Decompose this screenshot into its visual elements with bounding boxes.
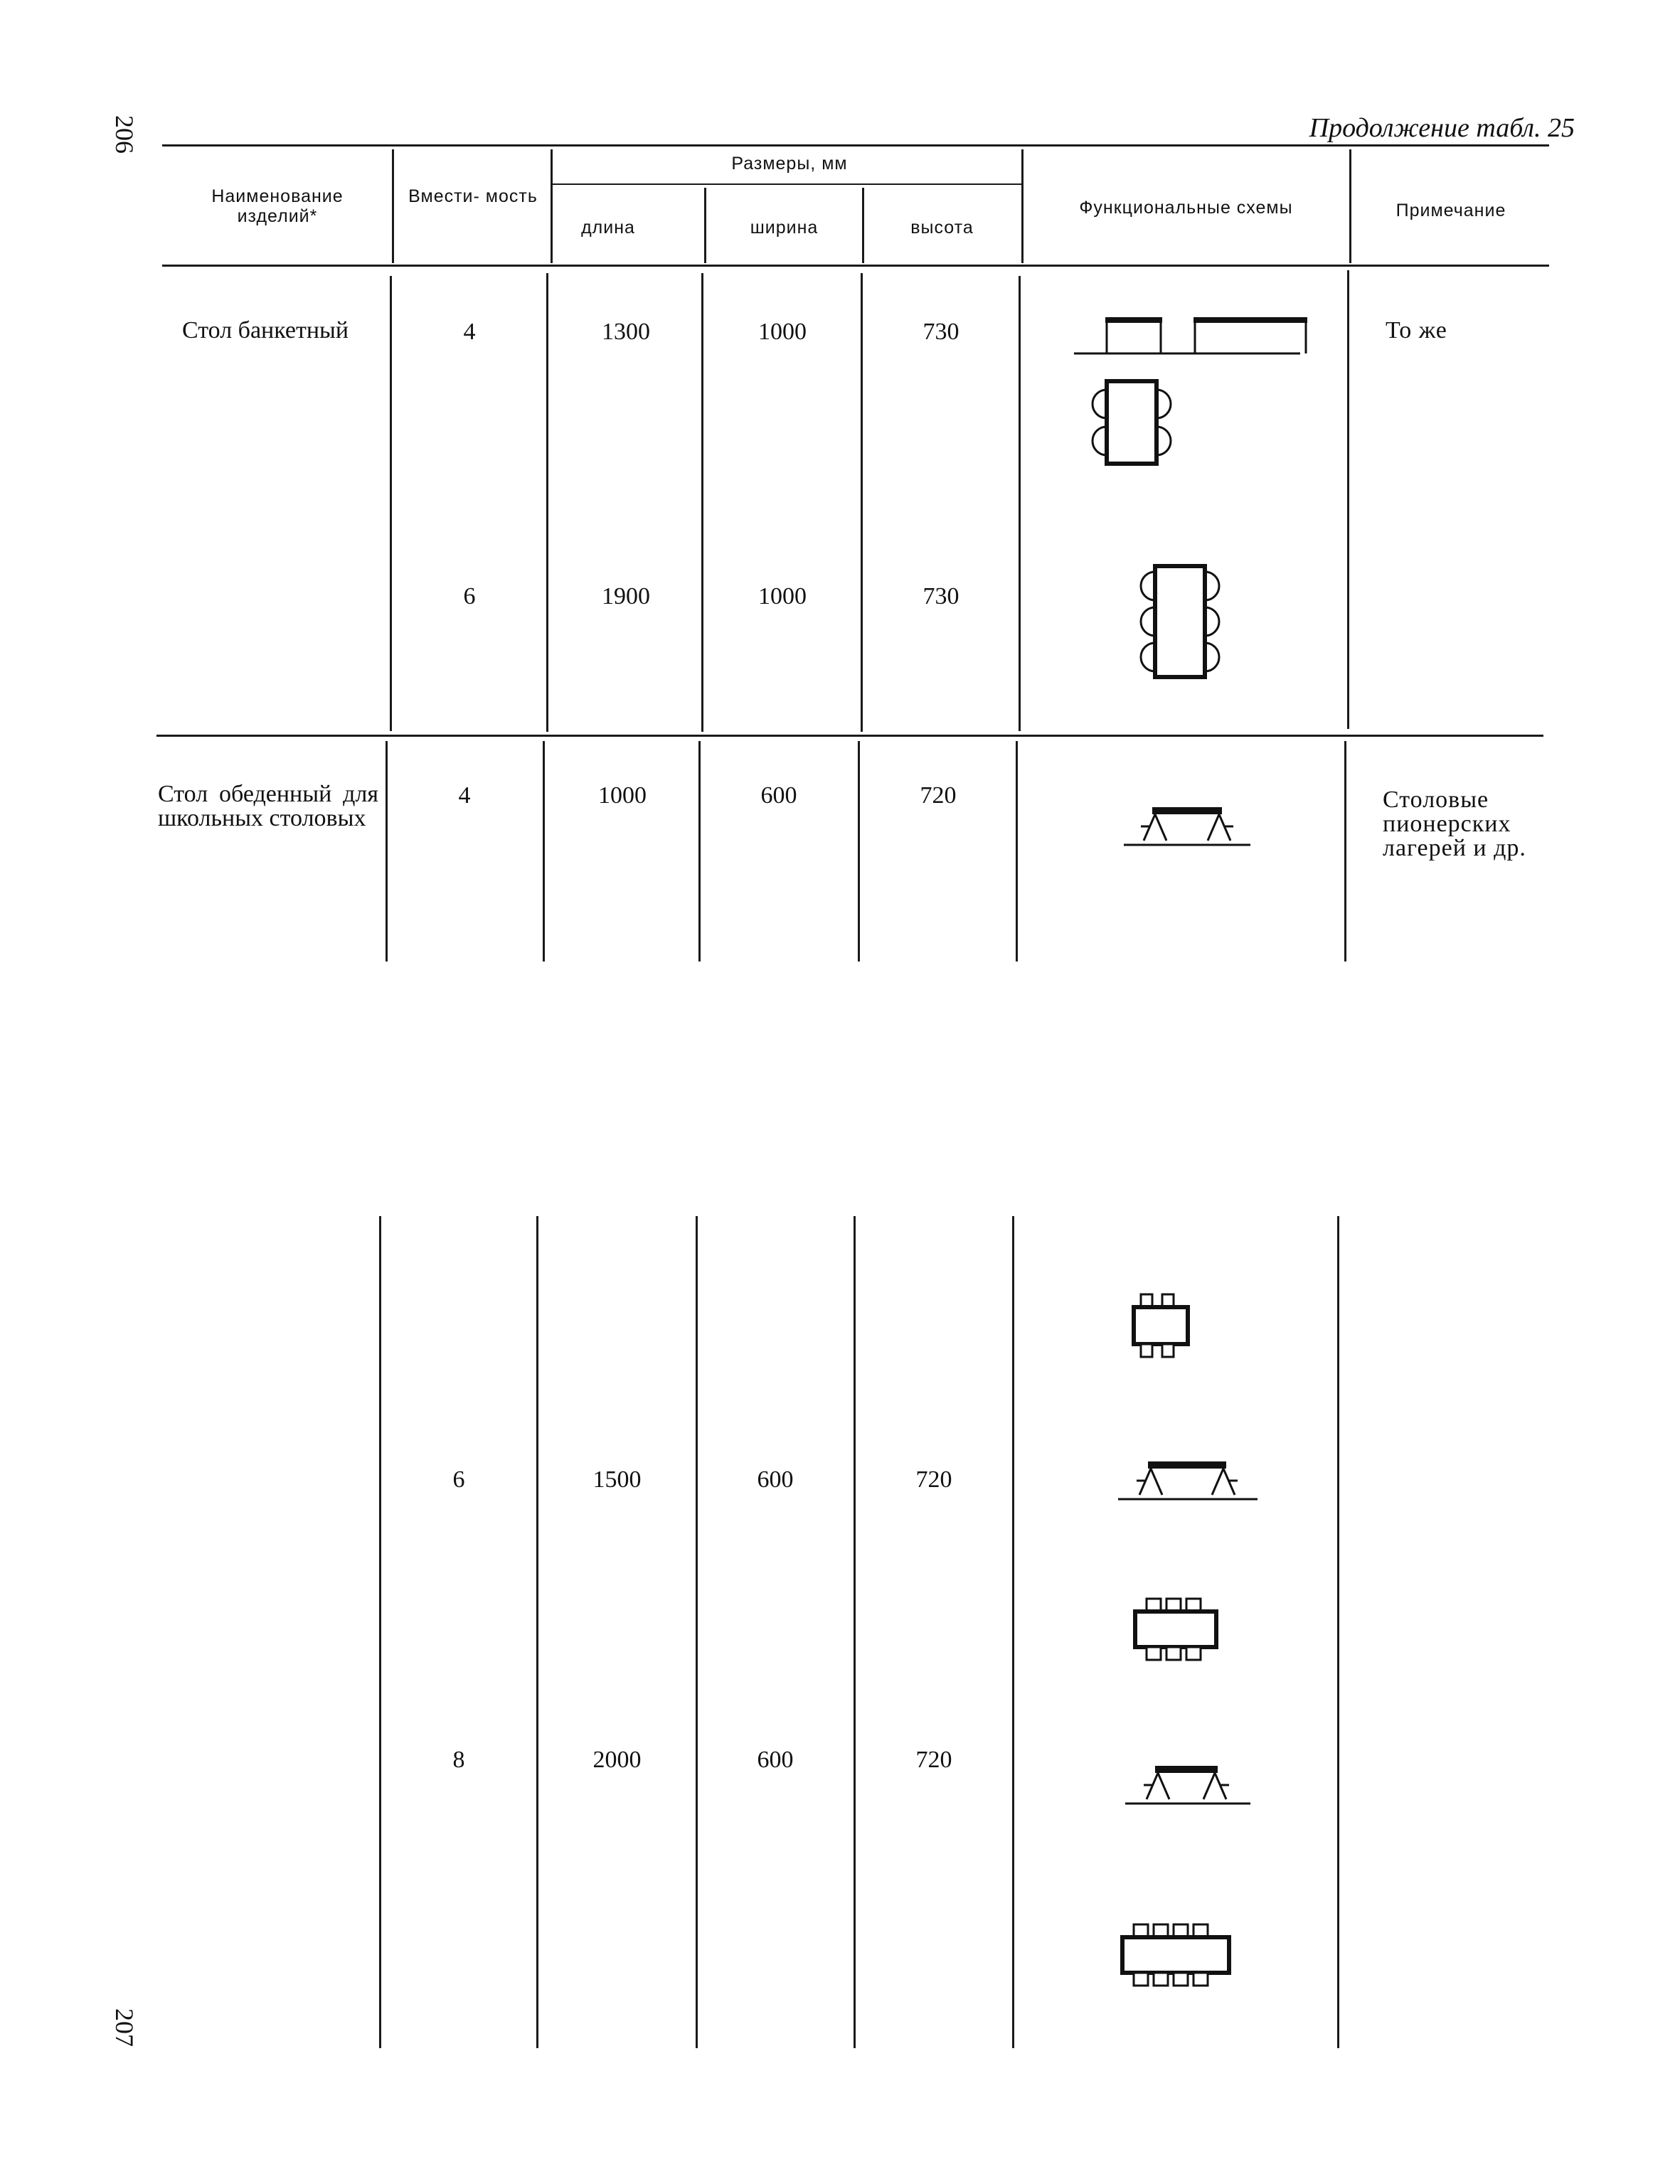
banquet-table-side-view-icon: [1074, 306, 1330, 356]
header-divider: [1349, 149, 1351, 263]
row-length: 1500: [592, 1466, 642, 1493]
col-divider: [1344, 741, 1346, 962]
header-divider: [1021, 149, 1024, 263]
col-divider: [861, 273, 863, 732]
left-page-number: 206: [110, 115, 139, 154]
school-table-4-seats-plan-icon: [1129, 1287, 1215, 1373]
header-length: длина: [581, 218, 635, 238]
row-name: Стол банкетный: [182, 317, 349, 343]
row-width: 600: [757, 1747, 794, 1773]
school-table-8-side-view-icon: [1124, 1762, 1266, 1812]
header-name: Наименование изделий*: [211, 186, 344, 226]
col-divider: [546, 273, 548, 732]
row-height: 720: [915, 1466, 952, 1493]
row-width: 1000: [758, 319, 807, 345]
header-schemes: Функциональные схемы: [1079, 198, 1293, 218]
col-divider: [1019, 276, 1021, 731]
header-divider: [551, 149, 553, 263]
row-width: 600: [757, 1466, 794, 1493]
col-divider: [858, 741, 860, 962]
sizes-group-rule: [552, 183, 1021, 185]
header-bottom-rule: [162, 265, 1549, 267]
col-divider: [386, 741, 388, 962]
right-page-number: 207: [110, 2008, 139, 2047]
col-divider: [696, 1216, 698, 2048]
row-width: 600: [760, 782, 797, 809]
row-capacity: 4: [458, 782, 471, 809]
col-divider: [1347, 270, 1349, 729]
row-capacity: 4: [463, 319, 476, 345]
header-note: Примечание: [1395, 201, 1506, 220]
school-table-6-side-view-icon: [1115, 1458, 1258, 1508]
section-rule: [156, 735, 1543, 737]
row-name: Стол обеденный для школьных столовых: [158, 781, 378, 831]
school-table-4-side-view-icon: [1122, 804, 1258, 853]
row-height: 720: [915, 1747, 952, 1773]
table-top-rule: [162, 144, 1549, 147]
row-capacity: 6: [463, 583, 476, 609]
header-divider: [704, 188, 706, 263]
row-length: 2000: [592, 1747, 642, 1773]
col-divider: [543, 741, 545, 962]
header-divider: [862, 188, 864, 263]
row-length: 1300: [602, 319, 650, 345]
col-divider: [390, 276, 392, 731]
col-divider: [854, 1216, 856, 2048]
row-width: 1000: [758, 583, 807, 609]
row-length: 1900: [602, 583, 650, 609]
header-height: высота: [910, 218, 974, 238]
row-height: 720: [920, 782, 957, 809]
banquet-table-6-seats-plan-icon: [1132, 563, 1232, 684]
header-capacity: Вмести- мость: [408, 186, 538, 206]
header-divider: [392, 149, 394, 263]
header-sizes: Размеры, мм: [731, 154, 848, 174]
col-divider: [536, 1216, 538, 2048]
school-table-8-seats-plan-icon: [1117, 1920, 1245, 1998]
row-capacity: 8: [452, 1747, 465, 1773]
row-note: То же: [1386, 317, 1447, 343]
row-height: 730: [923, 583, 959, 609]
col-divider: [1016, 741, 1018, 962]
row-length: 1000: [598, 782, 647, 809]
row-note: Столовые пионерских лагерей и др.: [1383, 787, 1526, 861]
col-divider: [1012, 1216, 1014, 2048]
col-divider: [1337, 1216, 1339, 2048]
banquet-table-4-seats-plan-icon: [1084, 377, 1184, 469]
col-divider: [379, 1216, 381, 2048]
table-continuation-caption: Продолжение табл. 25: [1309, 113, 1575, 143]
col-divider: [701, 273, 703, 732]
school-table-6-seats-plan-icon: [1129, 1593, 1229, 1671]
row-capacity: 6: [452, 1466, 465, 1493]
row-height: 730: [923, 319, 959, 345]
header-width: ширина: [750, 218, 819, 238]
col-divider: [698, 741, 701, 962]
